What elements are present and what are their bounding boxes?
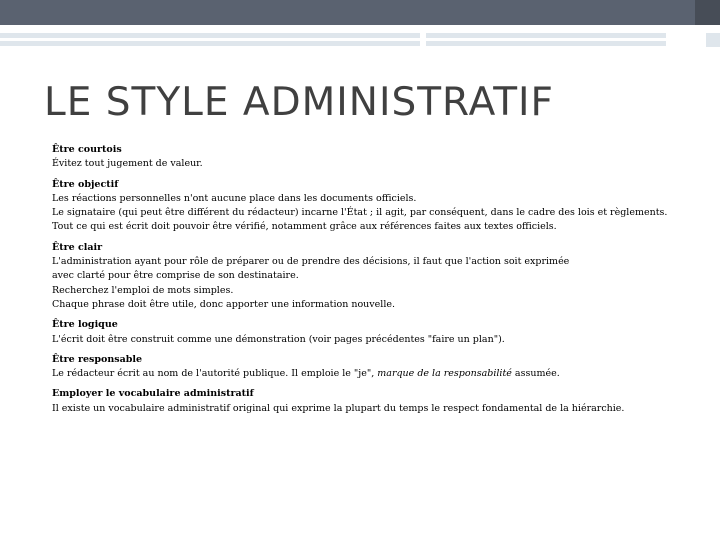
section-responsable (52, 353, 712, 382)
top-bar-corner (695, 0, 720, 25)
decorative-corner-mark (706, 33, 720, 47)
decorative-stripe (426, 41, 666, 46)
section-line: Recherchez l'emploi de mots simples. (52, 284, 234, 296)
section-courtois (52, 143, 712, 172)
section-heading: Être logique (52, 319, 118, 331)
section-heading: Être clair (52, 241, 103, 253)
section-line: Chaque phrase doit être utile, donc apporter une information nouvelle. (52, 298, 395, 310)
section-line: Il existe un vocabulaire administratif original qui exprime la plupart du temps le respect fondamental de la hiérarchie. (52, 402, 625, 414)
section-line: Le signataire (qui peut être différent du rédacteur) incarne l'État ; il agit, par conséquent, dans le cadre des lois et règlements. (52, 207, 668, 219)
section-logique (52, 318, 712, 347)
section-line: Tout ce qui est écrit doit pouvoir être vérifié, notamment grâce aux références faites aux textes officiels. (52, 221, 557, 233)
section-line: Évitez tout jugement de valeur. (52, 158, 203, 170)
section-heading: Être responsable (52, 353, 143, 365)
section-line: Les réactions personnelles n'ont aucune place dans les documents officiels. (52, 192, 417, 204)
section-line: L'administration ayant pour rôle de préparer ou de prendre des décisions, il faut que l'action soit exprimée (52, 256, 570, 268)
line-end: assumée. (511, 368, 560, 380)
decorative-stripe (0, 33, 420, 38)
line-italic: marque de la responsabilité (377, 368, 512, 380)
section-heading: Être objectif (52, 178, 119, 190)
slide-content (52, 143, 712, 422)
section-line: avec clarté pour être comprise de son destinataire. (52, 270, 299, 282)
section-vocabulaire (52, 387, 712, 416)
decorative-stripe (426, 33, 666, 38)
section-clair (52, 241, 712, 312)
top-bar (0, 0, 720, 25)
line-start: Le rédacteur écrit au nom de l'autorité publique. Il emploie le "je", (52, 368, 378, 380)
section-line (52, 367, 712, 381)
section-line: L'écrit doit être construit comme une démonstration (voir pages précédentes "faire un plan"). (52, 333, 505, 345)
slide-title: LE STYLE ADMINISTRATIF (44, 80, 554, 125)
section-objectif (52, 178, 712, 235)
section-heading: Être courtois (52, 144, 122, 155)
decorative-stripe (0, 41, 420, 46)
section-heading: Employer le vocabulaire administratif (52, 388, 254, 400)
